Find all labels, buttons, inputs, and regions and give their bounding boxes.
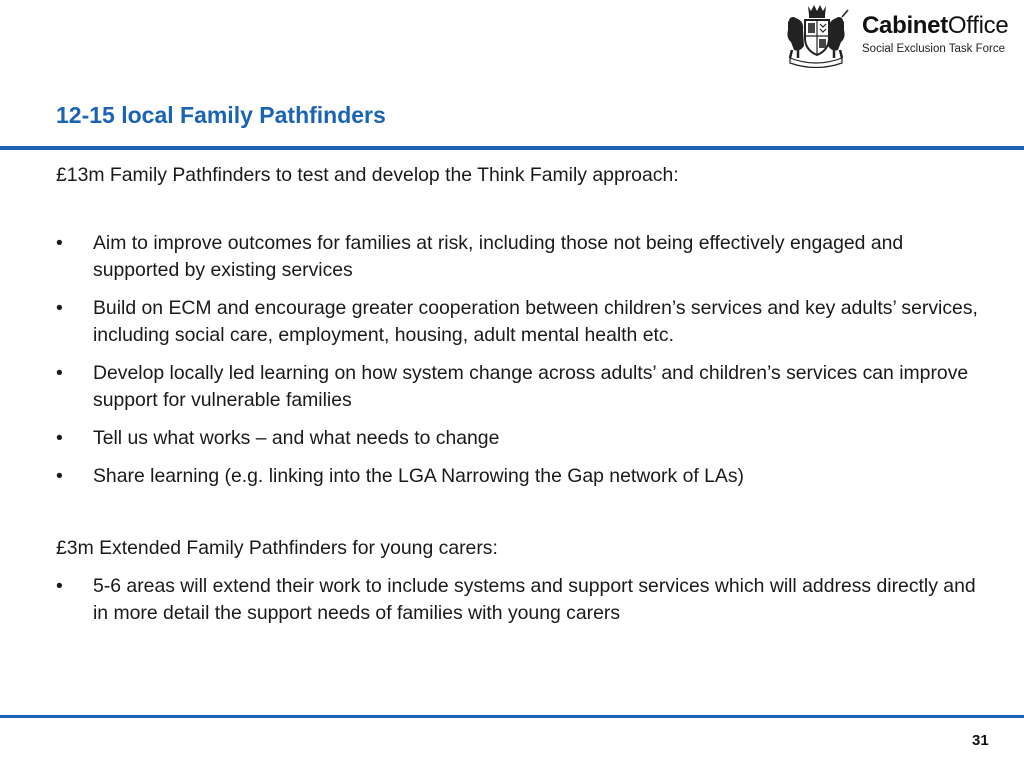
section2-bullet-list (56, 573, 986, 627)
list-item (56, 295, 986, 349)
logo-brand-regular: Office (947, 12, 1009, 39)
bullet-list (56, 230, 986, 490)
slide-body (56, 162, 986, 638)
list-item (56, 425, 986, 452)
list-item (56, 463, 986, 490)
bullet-marker: • (56, 465, 63, 487)
logo-brand (862, 12, 1008, 40)
bullet-text: Tell us what works – and what needs to change (93, 427, 500, 449)
bullet-text: Develop locally led learning on how system change across adults’ and children’s services can improve support for vulnerable families (93, 362, 969, 411)
title-divider (0, 146, 1024, 150)
list-item (56, 230, 986, 284)
cabinet-office-logo (782, 2, 1012, 68)
logo-text (862, 12, 1008, 55)
bullet-marker: • (56, 232, 63, 254)
spacer (56, 501, 986, 535)
page-number: 31 (972, 732, 989, 749)
bullet-marker: • (56, 362, 63, 384)
royal-coat-of-arms-icon (782, 2, 850, 68)
bullet-text: Build on ECM and encourage greater cooperation between children’s services and key adults’ services, including social care, employment, housing, adult mental health etc. (93, 297, 978, 346)
bullet-marker: • (56, 575, 63, 597)
bullet-marker: • (56, 427, 63, 449)
list-item (56, 360, 986, 414)
logo-subtitle: Social Exclusion Task Force (862, 43, 1005, 55)
list-item (56, 573, 986, 627)
intro-text: £13m Family Pathfinders to test and develop the Think Family approach: (56, 164, 679, 186)
section2-intro-text: £3m Extended Family Pathfinders for young carers: (56, 537, 498, 559)
spacer (56, 189, 986, 230)
bullet-marker: • (56, 297, 63, 319)
bullet-text: Aim to improve outcomes for families at risk, including those not being effectively engaged and supported by existing services (93, 232, 904, 281)
bullet-text: Share learning (e.g. linking into the LGA Narrowing the Gap network of LAs) (93, 465, 745, 487)
bullet-text: 5-6 areas will extend their work to include systems and support services which will address directly and in more detail the support needs of families with young carers (93, 575, 976, 624)
footer-divider (0, 715, 1024, 718)
slide-title: 12-15 local Family Pathfinders (56, 102, 386, 128)
logo-brand-bold: Cabinet (862, 12, 948, 39)
